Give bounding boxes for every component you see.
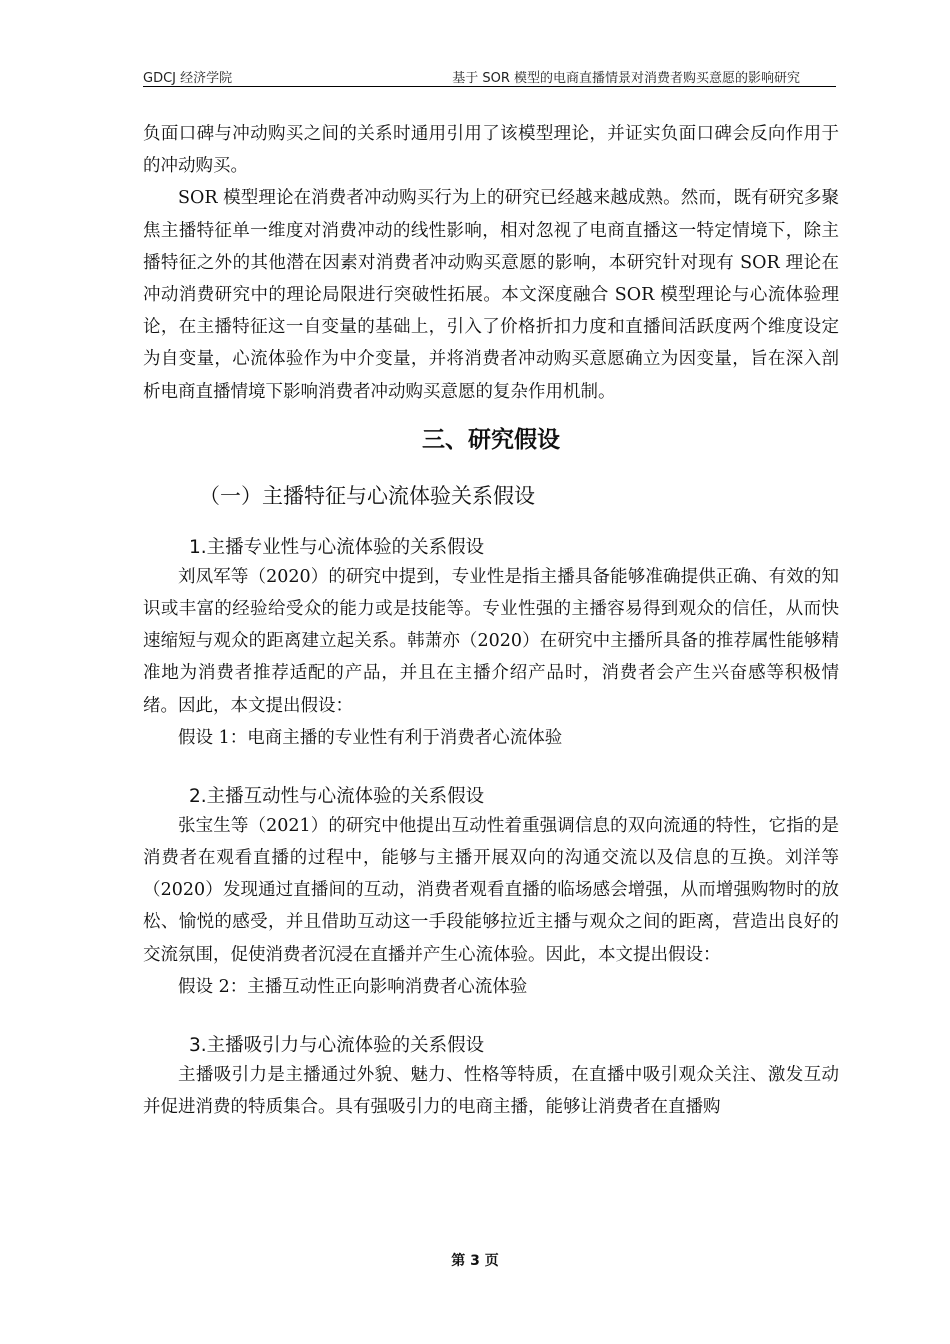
paragraph-interactivity: 张宝生等（2021）的研究中他提出互动性着重强调信息的双向流通的特性，它指的是消费者在观看直播的过程中，能够与主播开展双向的沟通交流以及信息的互换。刘洋等（2020）发现通过直播间的互动，消费者观看直播的临场感会增强，从而增强购物时的放松、愉悦的感受，并且借助互动这一手段能够拉近主播与观众之间的距离，营造出良好的交流氛围，促使消费者沉浸在直播并产生心流体验。因此，本文提出假设： xyxy=(143,815,839,965)
paragraph-attractiveness: 主播吸引力是主播通过外貌、魅力、性格等特质，在直播中吸引观众关注、激发互动并促进消费的特质集合。具有强吸引力的电商主播，能够让消费者在直播购 xyxy=(143,1064,839,1118)
subsection-title-professionalism: 1.主播专业性与心流体验的关系假设 xyxy=(189,536,485,558)
paragraph-professionalism: 刘凤军等（2020）的研究中提到，专业性是指主播具备能够准确提供正确、有效的知识或丰富的经验给受众的能力或是技能等。专业性强的主播容易得到观众的信任，从而快速缩短与观众的距离建立起关系。韩萧亦（2020）在研究中主播所具备的推荐属性能够精准地为消费者推荐适配的产品，并且在主播介绍产品时，消费者会产生兴奋感等积极情绪。因此，本文提出假设： xyxy=(143,566,839,716)
hypothesis-2: 假设 2：主播互动性正向影响消费者心流体验 xyxy=(178,976,528,997)
page-body xyxy=(143,118,839,1123)
header-institution: GDCJ 经济学院 xyxy=(143,71,233,86)
paragraph-sor-theory: SOR 模型理论在消费者冲动购买行为上的研究已经越来越成熟。然而，既有研究多聚焦主播特征单一维度对消费冲动的线性影响，相对忽视了电商直播这一特定情境下，除主播特征之外的其他潜在因素对消费者冲动购买意愿的影响，本研究针对现有 SOR 理论在冲动消费研究中的理论局限进行突破性拓展。本文深度融合 SOR 模型理论与心流体验理论，在主播特征这一自变量的基础上，引入了价格折扣力度和直播间活跃度两个维度设定为自变量，心流体验作为中介变量，并将消费者冲动购买意愿确立为因变量，旨在深入剖析电商直播情境下影响消费者冲动购买意愿的复杂作用机制。 xyxy=(143,188,839,402)
header-paper-title: 基于 SOR 模型的电商直播情景对消费者购买意愿的影响研究 xyxy=(452,71,800,86)
page-number: 第 3 页 xyxy=(451,1253,499,1269)
paragraph-continued: 负面口碑与冲动购买之间的关系时通用引用了该模型理论，并证实负面口碑会反向作用于的冲动购买。 xyxy=(143,124,839,177)
running-header xyxy=(143,64,836,87)
section-title: （一）主播特征与心流体验关系假设 xyxy=(199,483,535,508)
hypothesis-1: 假设 1：电商主播的专业性有利于消费者心流体验 xyxy=(178,727,563,748)
subsection-title-attractiveness: 3.主播吸引力与心流体验的关系假设 xyxy=(189,1034,485,1056)
chapter-title: 三、研究假设 xyxy=(422,426,560,453)
subsection-title-interactivity: 2.主播互动性与心流体验的关系假设 xyxy=(189,785,485,807)
